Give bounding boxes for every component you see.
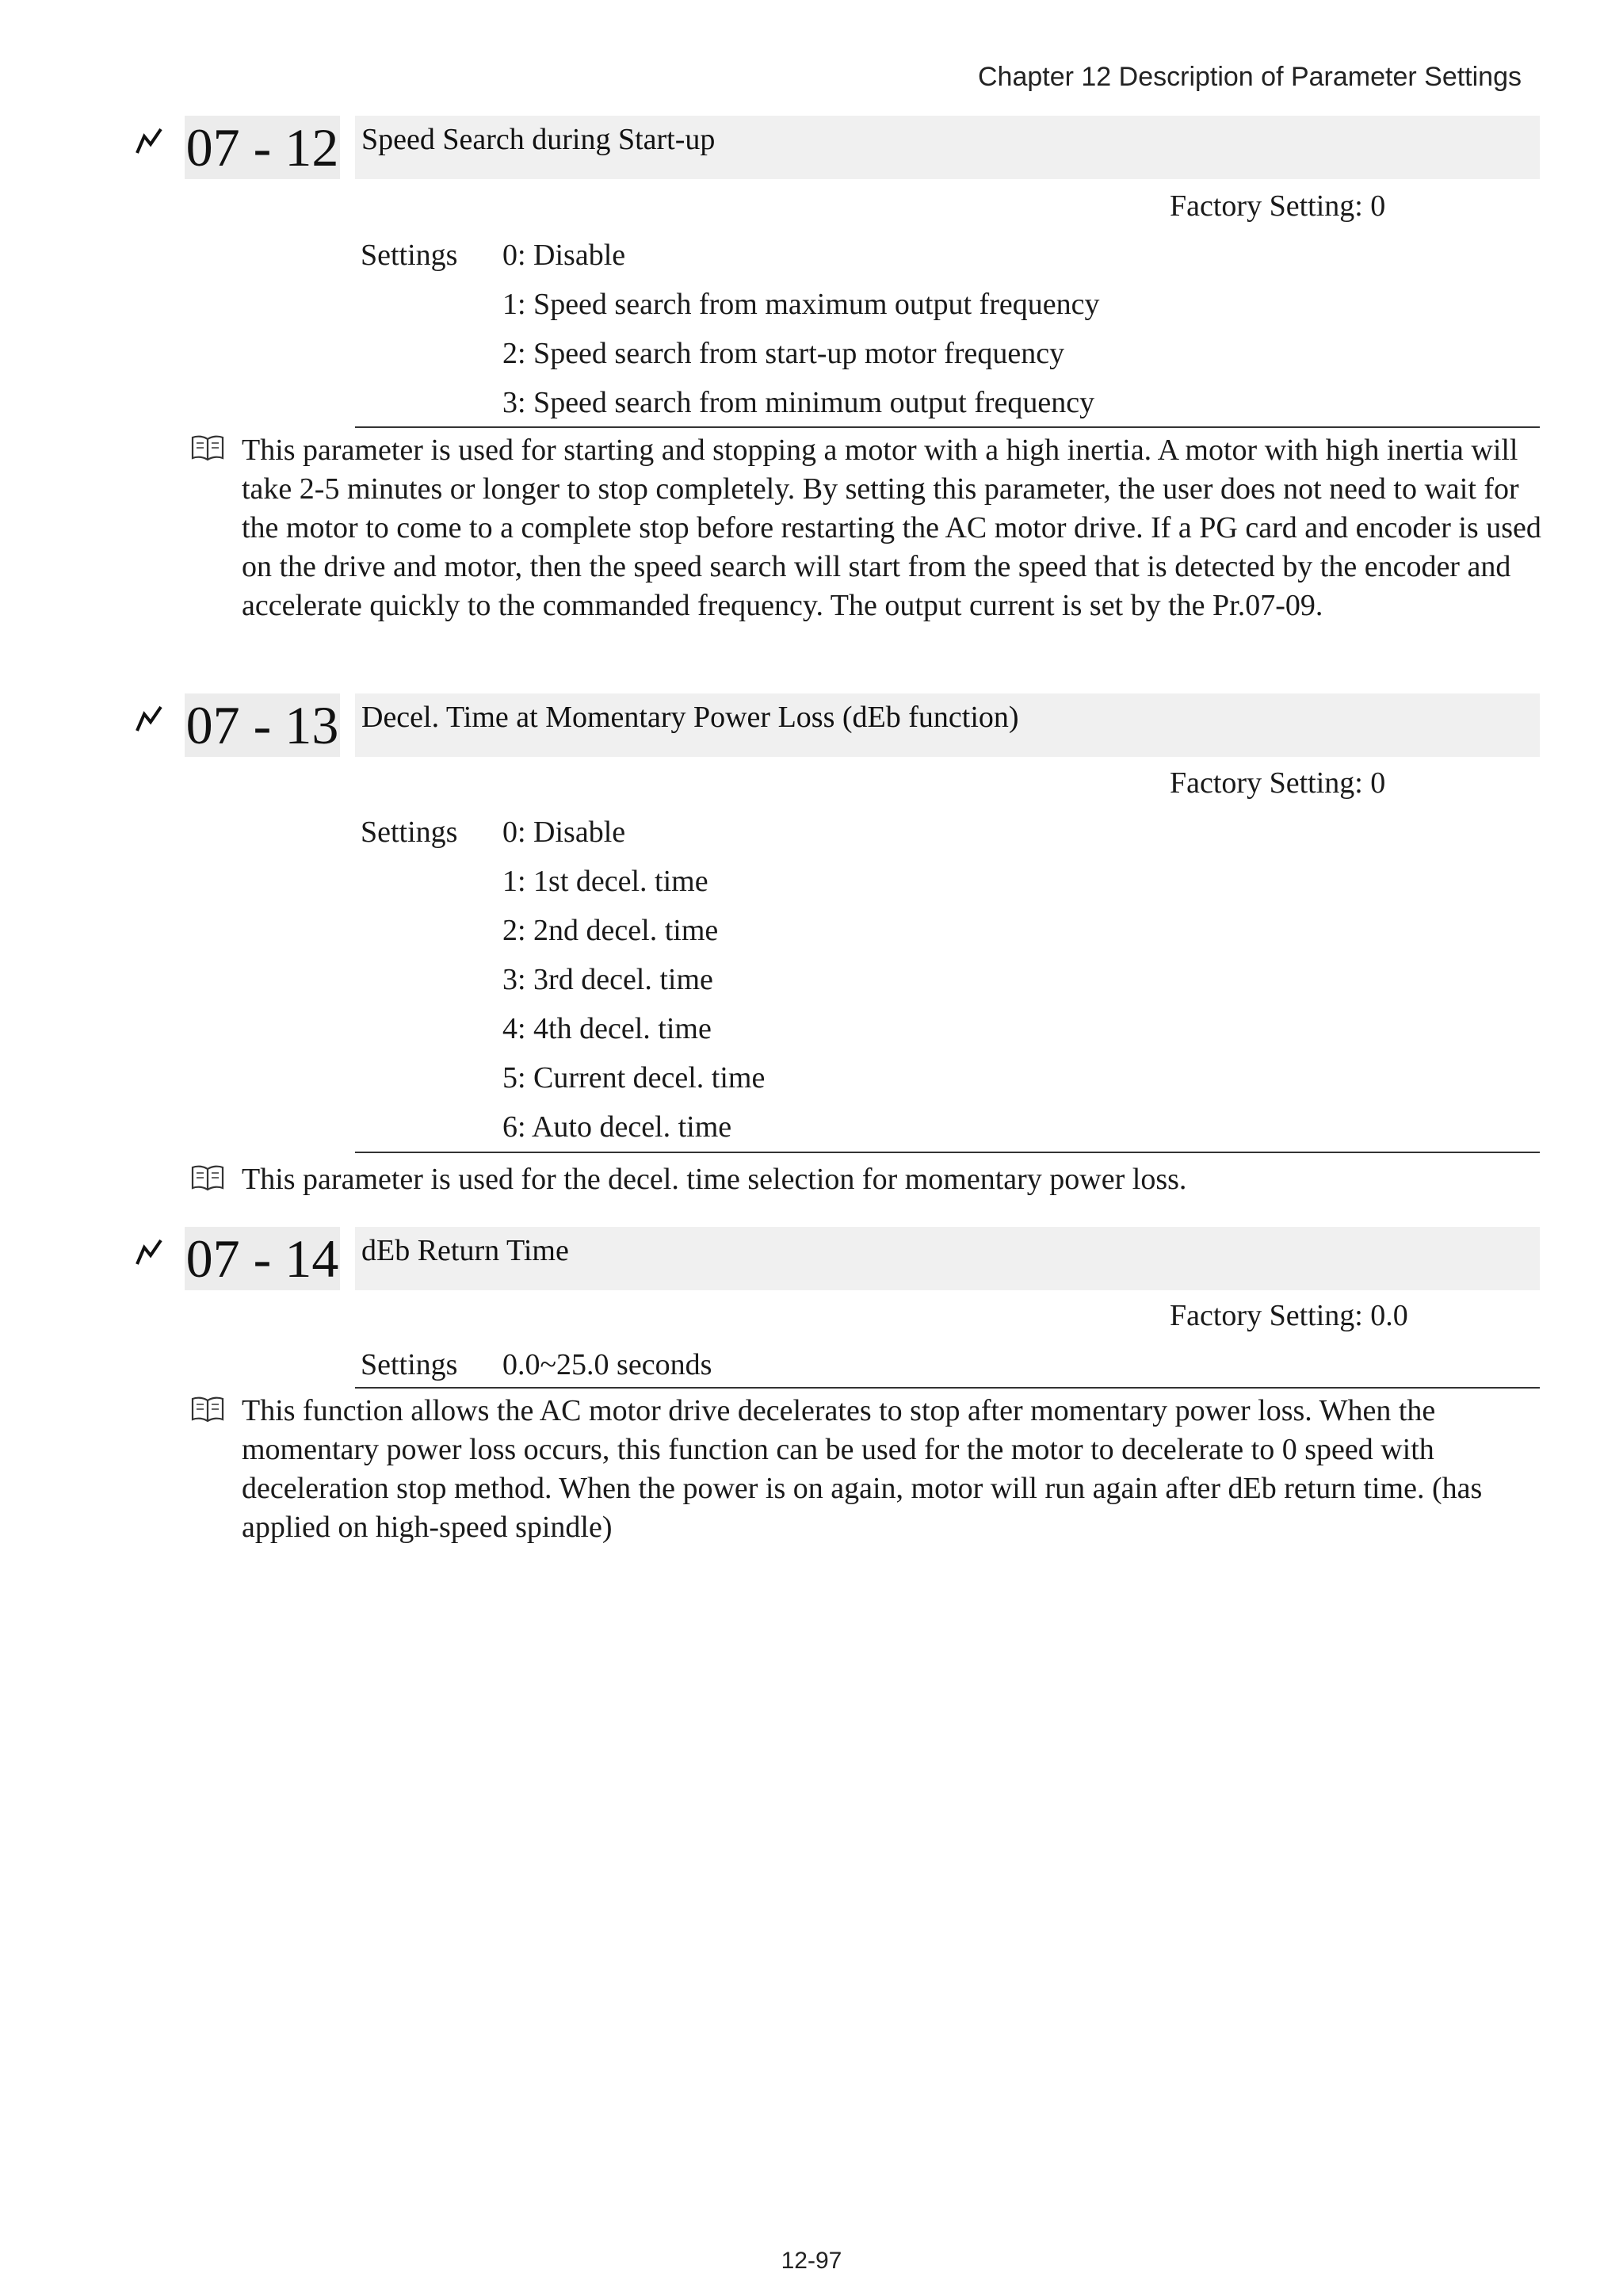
param-header (0, 116, 1623, 179)
param-title: dEb Return Time (355, 1227, 1540, 1290)
setting-option: 2: 2nd decel. time (502, 914, 719, 947)
factory-setting: Factory Setting: 0.0 (1170, 1299, 1408, 1332)
param-code: 07 - 14 (185, 1228, 339, 1289)
setting-option: 3: Speed search from minimum output frequency (502, 386, 1095, 419)
setting-option: 0: Disable (502, 816, 626, 849)
section-divider (355, 1387, 1540, 1389)
settings-label: Settings (361, 1348, 458, 1381)
setting-option: 6: Auto decel. time (502, 1110, 732, 1144)
factory-setting: Factory Setting: 0 (1170, 189, 1386, 223)
settings-list (502, 238, 1099, 434)
chapter-header: Chapter 12 Description of Parameter Settings (977, 62, 1522, 92)
param-code: 07 - 13 (185, 695, 339, 755)
page-number: 12-97 (781, 2248, 842, 2274)
book-icon (190, 1396, 225, 1423)
settings-list (502, 1347, 712, 1396)
param-title: Decel. Time at Momentary Power Loss (dEb function) (355, 693, 1540, 757)
param-title: Speed Search during Start-up (355, 116, 1540, 179)
section-divider (355, 1152, 1540, 1153)
param-07-13 (0, 693, 1623, 757)
param-note: This function allows the AC motor drive decelerates to stop after momentary power loss. When the momentary power loss occurs, this function can be used for the motor to decelerate to 0 speed with deceleration stop method. When the power is on again, motor will run again after dEb return time. (has applied on high-speed spindle) (242, 1394, 1483, 1544)
param-note: This parameter is used for the decel. time selection for momentary power loss. (242, 1163, 1187, 1196)
edit-anytime-icon (135, 1238, 163, 1266)
book-icon (190, 434, 225, 461)
setting-option: 2: Speed search from start-up motor frequency (502, 337, 1065, 370)
setting-option: 1: 1st decel. time (502, 865, 708, 898)
param-07-14 (0, 1227, 1623, 1290)
setting-option: 3: 3rd decel. time (502, 963, 713, 996)
setting-option: 4: 4th decel. time (502, 1012, 712, 1045)
param-header (0, 1227, 1623, 1290)
setting-option: 1: Speed search from maximum output frequency (502, 288, 1100, 321)
settings-label: Settings (361, 816, 458, 849)
settings-label: Settings (361, 239, 458, 272)
section-divider (355, 426, 1540, 428)
settings-list (502, 815, 765, 1159)
setting-option: 0.0~25.0 seconds (502, 1348, 712, 1381)
setting-option: 0: Disable (502, 239, 626, 272)
param-07-12 (0, 116, 1623, 179)
setting-option: 5: Current decel. time (502, 1061, 766, 1095)
factory-setting: Factory Setting: 0 (1170, 766, 1386, 800)
param-note: This parameter is used for starting and stopping a motor with a high inertia. A motor with high inertia will take 2-5 minutes or longer to stop completely. By setting this parameter, the user does not need to wait for the motor to come to a complete stop before restarting the AC motor drive. If a PG card and encoder is used on the drive and motor, then the speed search will start from the speed that is detected by the encoder and accelerate quickly to the commanded frequency. The output current is set by the Pr.07-09. (242, 434, 1541, 622)
param-header (0, 693, 1623, 757)
param-code: 07 - 12 (185, 117, 339, 178)
edit-anytime-icon (135, 127, 163, 155)
book-icon (190, 1164, 225, 1191)
edit-anytime-icon (135, 705, 163, 733)
